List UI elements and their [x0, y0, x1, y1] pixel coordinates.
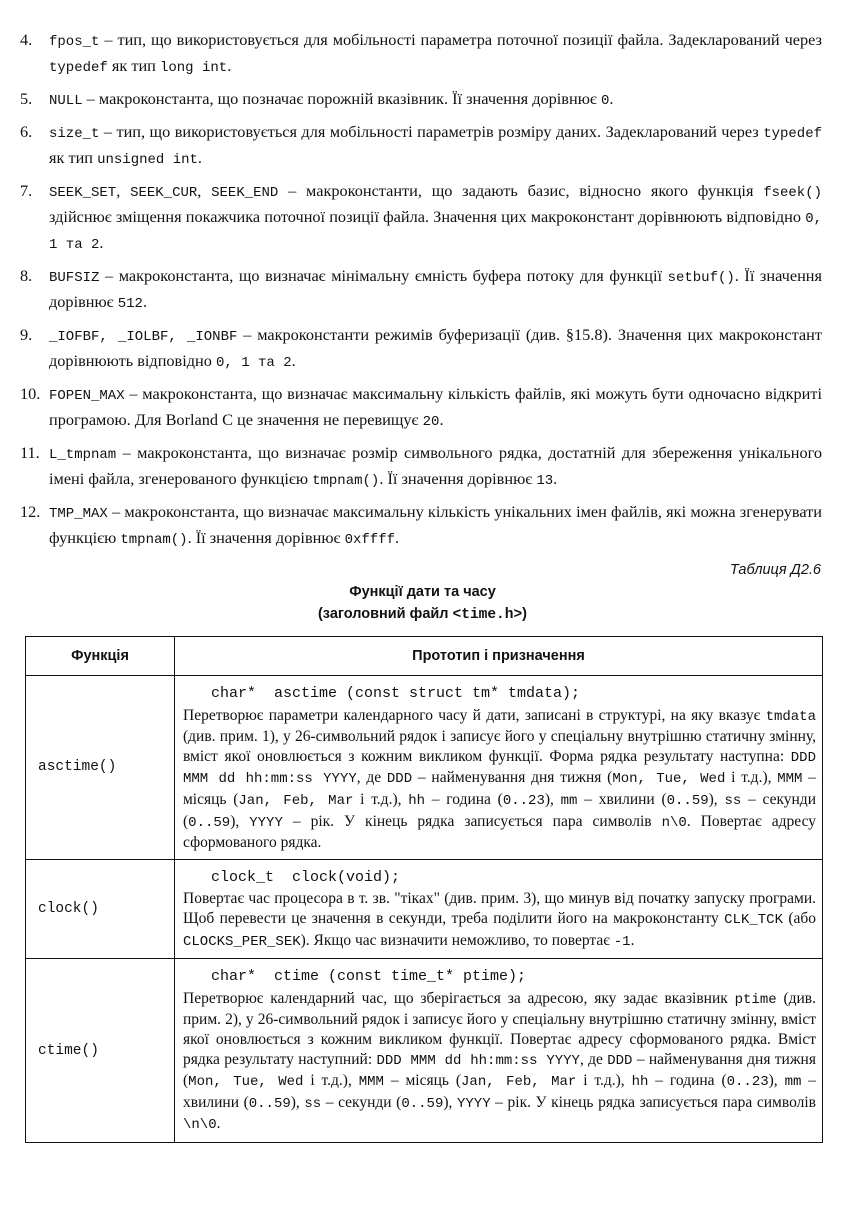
- function-description-cell: [175, 959, 823, 1143]
- description-code: DDD: [607, 1052, 633, 1069]
- list-item: [20, 28, 822, 80]
- definitions-list: [20, 28, 822, 559]
- list-item-text: [49, 500, 822, 552]
- function-description: [183, 989, 816, 1136]
- list-item-number: 6.: [20, 122, 33, 141]
- list-item-code: NULL: [49, 93, 83, 109]
- list-item-text: [49, 179, 822, 257]
- list-item-number: 4.: [20, 30, 33, 49]
- description-text: (див. прим. 2), у 26-символьний рядок і записує його у спеціальну внутрішню статичну змінну, вміст якої оновлюється з кожним викликом функції. Повертає адресу сформованого рядка. Вміст рядка результату наступний:: [183, 989, 816, 1068]
- list-item-text: ,: [197, 181, 212, 200]
- description-code: 0..23: [726, 1074, 769, 1091]
- description-code: hh: [408, 792, 426, 809]
- description-code: CLOCKS_PER_SEK: [183, 933, 301, 950]
- list-item-text: .: [227, 56, 232, 75]
- function-description: [183, 706, 816, 853]
- list-item-code: long int: [159, 60, 228, 76]
- functions-table: [25, 636, 823, 1143]
- description-text: – місяць (: [183, 769, 816, 808]
- description-text: – рік. У кінець рядка записується пара символів: [282, 812, 662, 830]
- list-item: [20, 323, 822, 375]
- list-item-text: .: [609, 89, 614, 108]
- description-code: 0..59: [401, 1095, 444, 1112]
- description-code: CLK_TCK: [724, 911, 783, 928]
- description-text: – найменування дня тижня (: [412, 769, 613, 787]
- list-item-code: typedef: [49, 60, 108, 76]
- description-code: hh: [631, 1074, 649, 1091]
- description-text: ),: [708, 790, 725, 808]
- description-code: 0..59: [666, 792, 709, 809]
- list-item-code: 13: [536, 473, 554, 489]
- table-row: [26, 676, 823, 860]
- description-text: , де: [579, 1050, 608, 1068]
- list-item-text: . Її значення дорівнює: [49, 266, 822, 311]
- table-row: [26, 859, 823, 958]
- list-item: [20, 441, 822, 493]
- description-code: n\0: [661, 814, 687, 831]
- list-item-text: .: [142, 292, 148, 311]
- description-code: -1: [613, 933, 631, 950]
- description-code: MMM: [358, 1074, 384, 1091]
- list-item-text: – тип, що використовується для мобільності параметрів розміру даних. Задекларований через: [99, 122, 764, 141]
- list-item-number: 8.: [20, 266, 33, 285]
- description-text: і т.д.),: [576, 1072, 632, 1090]
- description-text: – секунди (: [183, 790, 816, 830]
- list-item-code: unsigned int: [97, 152, 198, 168]
- list-item-number: 11.: [20, 443, 40, 462]
- description-code: YYYY: [249, 814, 283, 831]
- list-item-code: 0: [600, 93, 610, 109]
- table-caption: Таблиця Д2.6: [729, 562, 821, 578]
- table-header-row: [26, 637, 823, 676]
- description-text: ),: [230, 812, 250, 830]
- list-item-text: – тип, що використовується для мобільності параметра поточної позиції файла. Задекларований через: [99, 30, 822, 49]
- list-item-text: [49, 264, 822, 316]
- description-text: Перетворює календарний час, що зберігається за адресою, яку задає вказівник: [183, 989, 735, 1007]
- list-item-text: . Її значення дорівнює: [379, 469, 537, 488]
- list-item-text: – макроконстанта, що визначає розмір символьного рядка, достатній для збереження унікального імені файла, згенерованого функцією: [49, 443, 822, 488]
- list-item-code: size_t: [49, 126, 100, 142]
- list-item-code: FOPEN_MAX: [49, 388, 125, 404]
- list-item-text: – макроконстанта, що визначає максимальну кількість файлів, які можуть бути одночасно відкриті програмою. Для Borland C це значення не перевищує: [49, 384, 822, 429]
- description-code: Jan, Feb, Mar: [461, 1074, 577, 1091]
- description-code: ss: [724, 792, 742, 809]
- description-code: DDD MMM dd hh:mm:ss YYYY: [376, 1052, 580, 1069]
- header-function: Функція: [26, 637, 175, 676]
- list-item-code: 20: [422, 414, 440, 430]
- description-text: – рік. У кінець рядка записується пара символів: [490, 1093, 816, 1111]
- description-code: ss: [304, 1095, 322, 1112]
- list-item-text: .: [439, 410, 444, 429]
- description-code: ptime: [734, 991, 777, 1008]
- list-item-text: – макроконстанта, що визначає максимальну кількість унікальних імен файлів, які можна згенерувати функцією: [49, 502, 822, 547]
- list-item-text: як тип: [107, 56, 160, 75]
- list-item-text: [49, 323, 822, 375]
- description-text: Перетворює параметри календарного часу й дати, записані в структурі, на яку вказує: [183, 706, 766, 724]
- list-item-number: 12.: [20, 502, 41, 521]
- list-item-text: .: [553, 469, 558, 488]
- list-item-code: SEEK_END: [211, 185, 279, 201]
- list-item-code: 0, 1 та 2: [49, 211, 822, 253]
- description-text: – найменування дня тижня (: [183, 1050, 816, 1090]
- description-text: ),: [443, 1093, 457, 1111]
- description-text: – хвилини (: [183, 1072, 817, 1111]
- list-item-text: .: [395, 528, 400, 547]
- description-text: і т.д.),: [353, 790, 409, 808]
- list-item: [20, 500, 822, 552]
- description-text: (або: [782, 909, 816, 927]
- description-code: 0..59: [248, 1095, 291, 1112]
- list-item-text: – макроконстанта, що визначає мінімальну ємність буфера потоку для функції: [99, 266, 668, 285]
- function-description: [183, 889, 816, 952]
- list-item-text: [49, 441, 822, 493]
- description-text: (див. прим. 1), у 26-символьний рядок і записує його у спеціальну внутрішню статичну змінну, вміст якої оновлюється з кожним викликом функції. Форма рядка результату наступна:: [183, 728, 816, 765]
- description-text: Повертає час процесора в т. зв. "тіках" (див. прим. 3), що минув від початку запуску програми. Щоб перевести це значення в секунди, треба поділити його на макроконстанту: [183, 890, 816, 927]
- description-text: , де: [356, 769, 387, 787]
- list-item-number: 5.: [20, 89, 33, 108]
- description-text: .: [216, 1115, 221, 1133]
- description-code: \n\0: [183, 1117, 217, 1134]
- list-item-text: – макроконстанти режимів буферизації (див. §15.8). Значення цих макроконстант дорівнюють відповідно: [49, 325, 822, 370]
- header-file-name: <time.h>: [452, 607, 523, 623]
- list-item-code: tmpnam(): [312, 473, 380, 489]
- description-text: ). Якщо час визначити неможливо, то повертає: [300, 931, 614, 949]
- list-item-code: typedef: [763, 126, 822, 142]
- list-item: [20, 179, 822, 257]
- list-item-code: 0xffff: [344, 532, 396, 548]
- list-item-text: .: [99, 233, 104, 252]
- list-item: [20, 382, 822, 434]
- table-row: [26, 959, 823, 1143]
- description-text: – хвилини (: [577, 790, 667, 808]
- header-prototype: Прототип і призначення: [175, 637, 823, 676]
- description-code: DDD: [386, 771, 413, 788]
- list-item-code: SEEK_CUR: [130, 185, 198, 201]
- description-code: Mon, Tue, Wed: [188, 1074, 304, 1091]
- description-code: tmdata: [765, 708, 816, 725]
- list-item: [20, 120, 822, 172]
- list-item-code: L_tmpnam: [49, 447, 117, 463]
- list-item-code: 512: [117, 296, 143, 312]
- list-item-code: fseek(): [763, 185, 823, 201]
- list-item-text: [49, 382, 822, 434]
- list-item-code: TMP_MAX: [49, 506, 108, 522]
- description-code: DDD MMM dd hh:mm:ss YYYY: [183, 749, 816, 788]
- table-subtitle: [0, 606, 845, 623]
- description-text: ),: [544, 790, 561, 808]
- description-code: MMM: [777, 771, 803, 788]
- description-text: ),: [290, 1093, 305, 1111]
- description-text: ),: [768, 1072, 785, 1090]
- list-item: [20, 264, 822, 316]
- description-text: – секунди (: [321, 1093, 402, 1111]
- description-text: .: [630, 931, 635, 949]
- function-name: clock(): [26, 859, 175, 958]
- list-item-number: 9.: [20, 325, 33, 344]
- list-item-code: _IOFBF, _IOLBF, _IONBF: [49, 329, 238, 345]
- description-code: YYYY: [456, 1095, 491, 1112]
- list-item-text: . Її значення дорівнює: [187, 528, 345, 547]
- description-code: mm: [560, 792, 578, 809]
- list-item-text: .: [291, 351, 296, 370]
- list-item-text: – макроконстанти, що задають базис, відносно якого функція: [278, 181, 764, 200]
- list-item-text: – макроконстанта, що позначає порожній вказівник. Її значення дорівнює: [82, 89, 601, 108]
- list-item-code: tmpnam(): [120, 532, 188, 548]
- list-item-text: [49, 28, 822, 80]
- description-code: Jan, Feb, Mar: [238, 792, 354, 809]
- list-item-text: як тип: [49, 148, 98, 167]
- description-code: 0..59: [188, 814, 231, 831]
- list-item-text: ,: [116, 181, 131, 200]
- description-code: Mon, Tue, Wed: [612, 771, 726, 788]
- list-item-text: здійснює зміщення покажчика поточної позиції файла. Значення цих макроконстант дорівнюють відповідно: [49, 207, 806, 226]
- list-item-number: 7.: [20, 181, 33, 200]
- description-text: – година (: [648, 1072, 727, 1090]
- description-text: і т.д.),: [725, 769, 778, 787]
- description-text: – місяць (: [383, 1072, 462, 1090]
- table-subtitle-suffix: ): [522, 606, 528, 622]
- list-item-text: [49, 87, 822, 113]
- list-item-code: fpos_t: [49, 34, 100, 50]
- function-prototype: char* ctime (const time_t* ptime);: [211, 968, 527, 986]
- description-code: 0..23: [502, 792, 545, 809]
- description-code: mm: [784, 1074, 802, 1091]
- table-title: Функції дати та часу: [349, 584, 496, 600]
- list-item-code: SEEK_SET: [49, 185, 117, 201]
- function-prototype: clock_t clock(void);: [211, 868, 401, 886]
- list-item-code: 0, 1 та 2: [215, 355, 292, 371]
- description-text: . Повертає адресу сформованого рядка.: [183, 812, 816, 852]
- function-name: ctime(): [26, 959, 175, 1143]
- function-description-cell: [175, 859, 823, 958]
- list-item-number: 10.: [20, 384, 41, 403]
- list-item-text: [49, 120, 822, 172]
- list-item-code: setbuf(): [667, 270, 735, 286]
- list-item-code: BUFSIZ: [49, 270, 100, 286]
- description-text: – година (: [425, 790, 503, 808]
- description-text: і т.д.),: [303, 1072, 359, 1090]
- function-description-cell: [175, 676, 823, 860]
- function-name: asctime(): [26, 676, 175, 860]
- list-item-text: .: [197, 148, 202, 167]
- table-subtitle-prefix: (заголовний файл: [317, 606, 453, 622]
- function-prototype: char* asctime (const struct tm* tmdata);: [211, 685, 581, 702]
- list-item: [20, 87, 822, 113]
